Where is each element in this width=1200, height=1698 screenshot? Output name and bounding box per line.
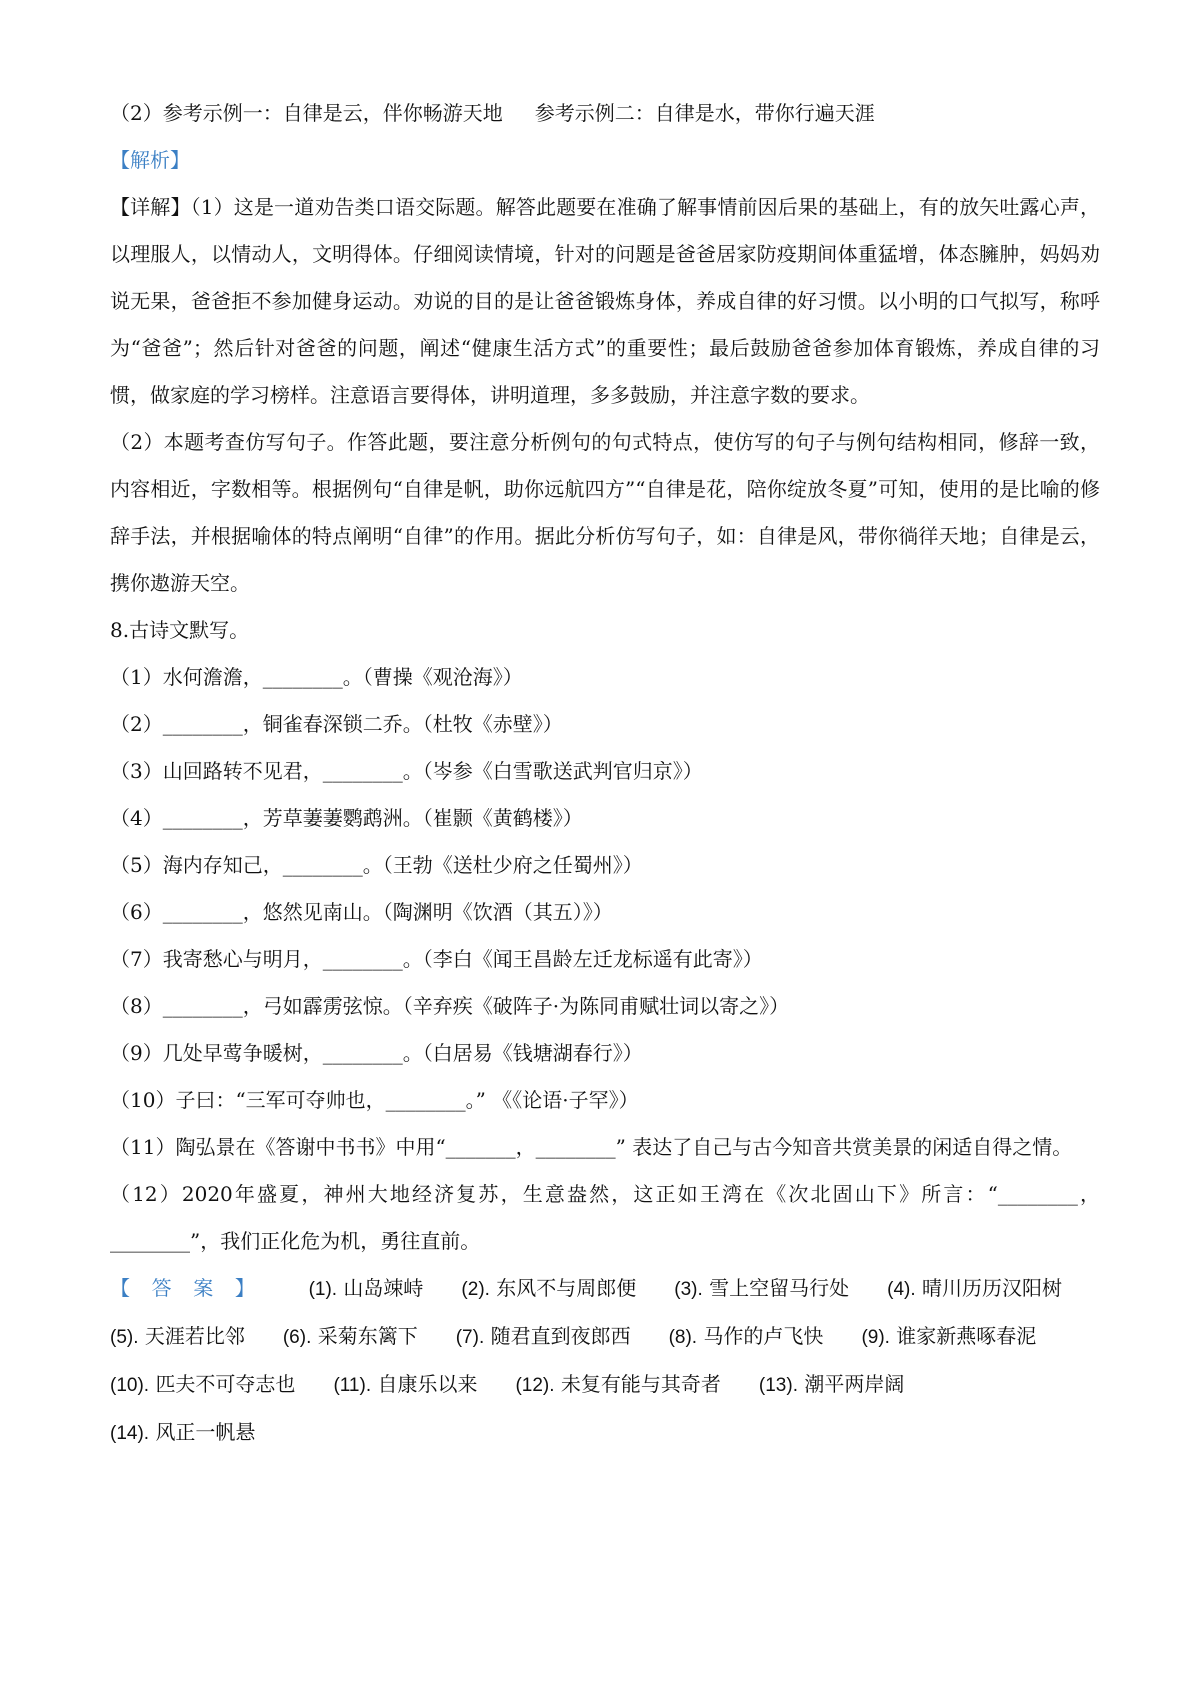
answer-item: (9). 谁家新燕啄春泥: [861, 1324, 1037, 1348]
answer-item: (11). 自康乐以来: [333, 1372, 478, 1396]
analysis-tag: 【解析】: [110, 148, 190, 172]
question-8-item: （8）________，弓如霹雳弦惊。（辛弃疾《破阵子·为陈同甫赋壮词以寄之》）: [110, 994, 790, 1018]
answer-item: (8). 马作的卢飞快: [668, 1324, 824, 1348]
answer-item: (12). 未复有能与其奇者: [515, 1372, 721, 1396]
example-2: 参考示例二：自律是水，带你行遍天涯: [534, 101, 875, 125]
question-8-item-11: （11）陶弘景在《答谢中书书》中用“_______，________” 表达了自己与古今知音共赏美景的闲适自得之情。: [110, 1135, 1073, 1159]
document-page: [110, 90, 1100, 1457]
explanation-1-text: （1）这是一道劝告类口语交际题。解答此题要在准确了解事情前因后果的基础上，有的放矢吐露心声，以理服人，以情动人，文明得体。仔细阅读情境，针对的问题是爸爸居家防疫期间体重猛增，体态臃肿，妈妈劝说无果，爸爸拒不参加健身运动。劝说的目的是让爸爸锻炼身体，养成自律的好习惯。以小明的口气拟写，称呼为“爸爸”；然后针对爸爸的问题，阐述“健康生活方式”的重要性；最后鼓励爸爸参加体育锻炼，养成自律的习惯，做家庭的学习榜样。注意语言要得体，讲明道理，多多鼓励，并注意字数的要求。: [110, 195, 1100, 407]
question-8-item: （7）我寄愁心与明月，________。（李白《闻王昌龄左迁龙标遥有此寄》）: [110, 947, 763, 971]
explanation-2: （2）本题考查仿写句子。作答此题，要注意分析例句的句式特点，使仿写的句子与例句结构相同，修辞一致，内容相近，字数相等。根据例句“自律是帆，助你远航四方”“自律是花，陪你绽放冬夏”可知，使用的是比喻的修辞手法，并根据喻体的特点阐明“自律”的作用。据此分析仿写句子，如：自律是风，带你徜徉天地；自律是云，携你遨游天空。: [110, 430, 1100, 595]
question-8-item: （2）________，铜雀春深锁二乔。（杜牧《赤壁》）: [110, 712, 563, 736]
answer-item: (14). 风正一帆悬: [110, 1420, 256, 1444]
question-8-item: （6）________，悠然见南山。（陶渊明《饮酒（其五）》）: [110, 900, 613, 924]
question-8-item: （4）________，芳草萋萋鹦鹉洲。（崔颢《黄鹤楼》）: [110, 806, 583, 830]
question-8-item-12: （12）2020年盛夏，神州大地经济复苏，生意盎然，这正如王湾在《次北固山下》所言：“________，________”，我们正化危为机，勇往直前。: [110, 1182, 1100, 1253]
answer-item: (5). 天涯若比邻: [110, 1324, 245, 1348]
example-1: （2）参考示例一：自律是云，伴你畅游天地: [110, 101, 503, 125]
answer-item: (10). 匹夫不可夺志也: [110, 1372, 296, 1396]
question-8-title: 8.古诗文默写。: [110, 618, 250, 642]
answer-item: (3). 雪上空留马行处: [674, 1276, 850, 1300]
answer-tag: 【答案】: [110, 1276, 277, 1300]
answer-item: (4). 晴川历历汉阳树: [887, 1276, 1062, 1300]
question-8-item: （5）海内存知己，________。（王勃《送杜少府之任蜀州》）: [110, 853, 643, 877]
answer-item: (6). 采菊东篱下: [282, 1324, 418, 1348]
question-8-item: （1）水何澹澹，________。（曹操《观沧海》）: [110, 665, 523, 689]
question-8-item: （9）几处早莺争暖树，________。（白居易《钱塘湖春行》）: [110, 1041, 643, 1065]
answer-item: (2). 东风不与周郎便: [461, 1276, 637, 1300]
answer-block: [110, 1265, 1100, 1457]
answer-item: (13). 潮平两岸阔: [758, 1372, 905, 1396]
explanation-tag: 【详解】: [110, 195, 191, 219]
question-8-item: （3）山回路转不见君，________。（岑参《白雪歌送武判官归京》）: [110, 759, 703, 783]
answer-item: (1). 山岛竦峙: [308, 1276, 424, 1300]
q7-answer-2: [110, 90, 1100, 137]
question-8-item: （10）子曰：“三军可夺帅也，________。” 《《论语·子罕》）: [110, 1088, 639, 1112]
explanation-1: [110, 184, 1100, 419]
answer-item: (7). 随君直到夜郎西: [455, 1324, 631, 1348]
